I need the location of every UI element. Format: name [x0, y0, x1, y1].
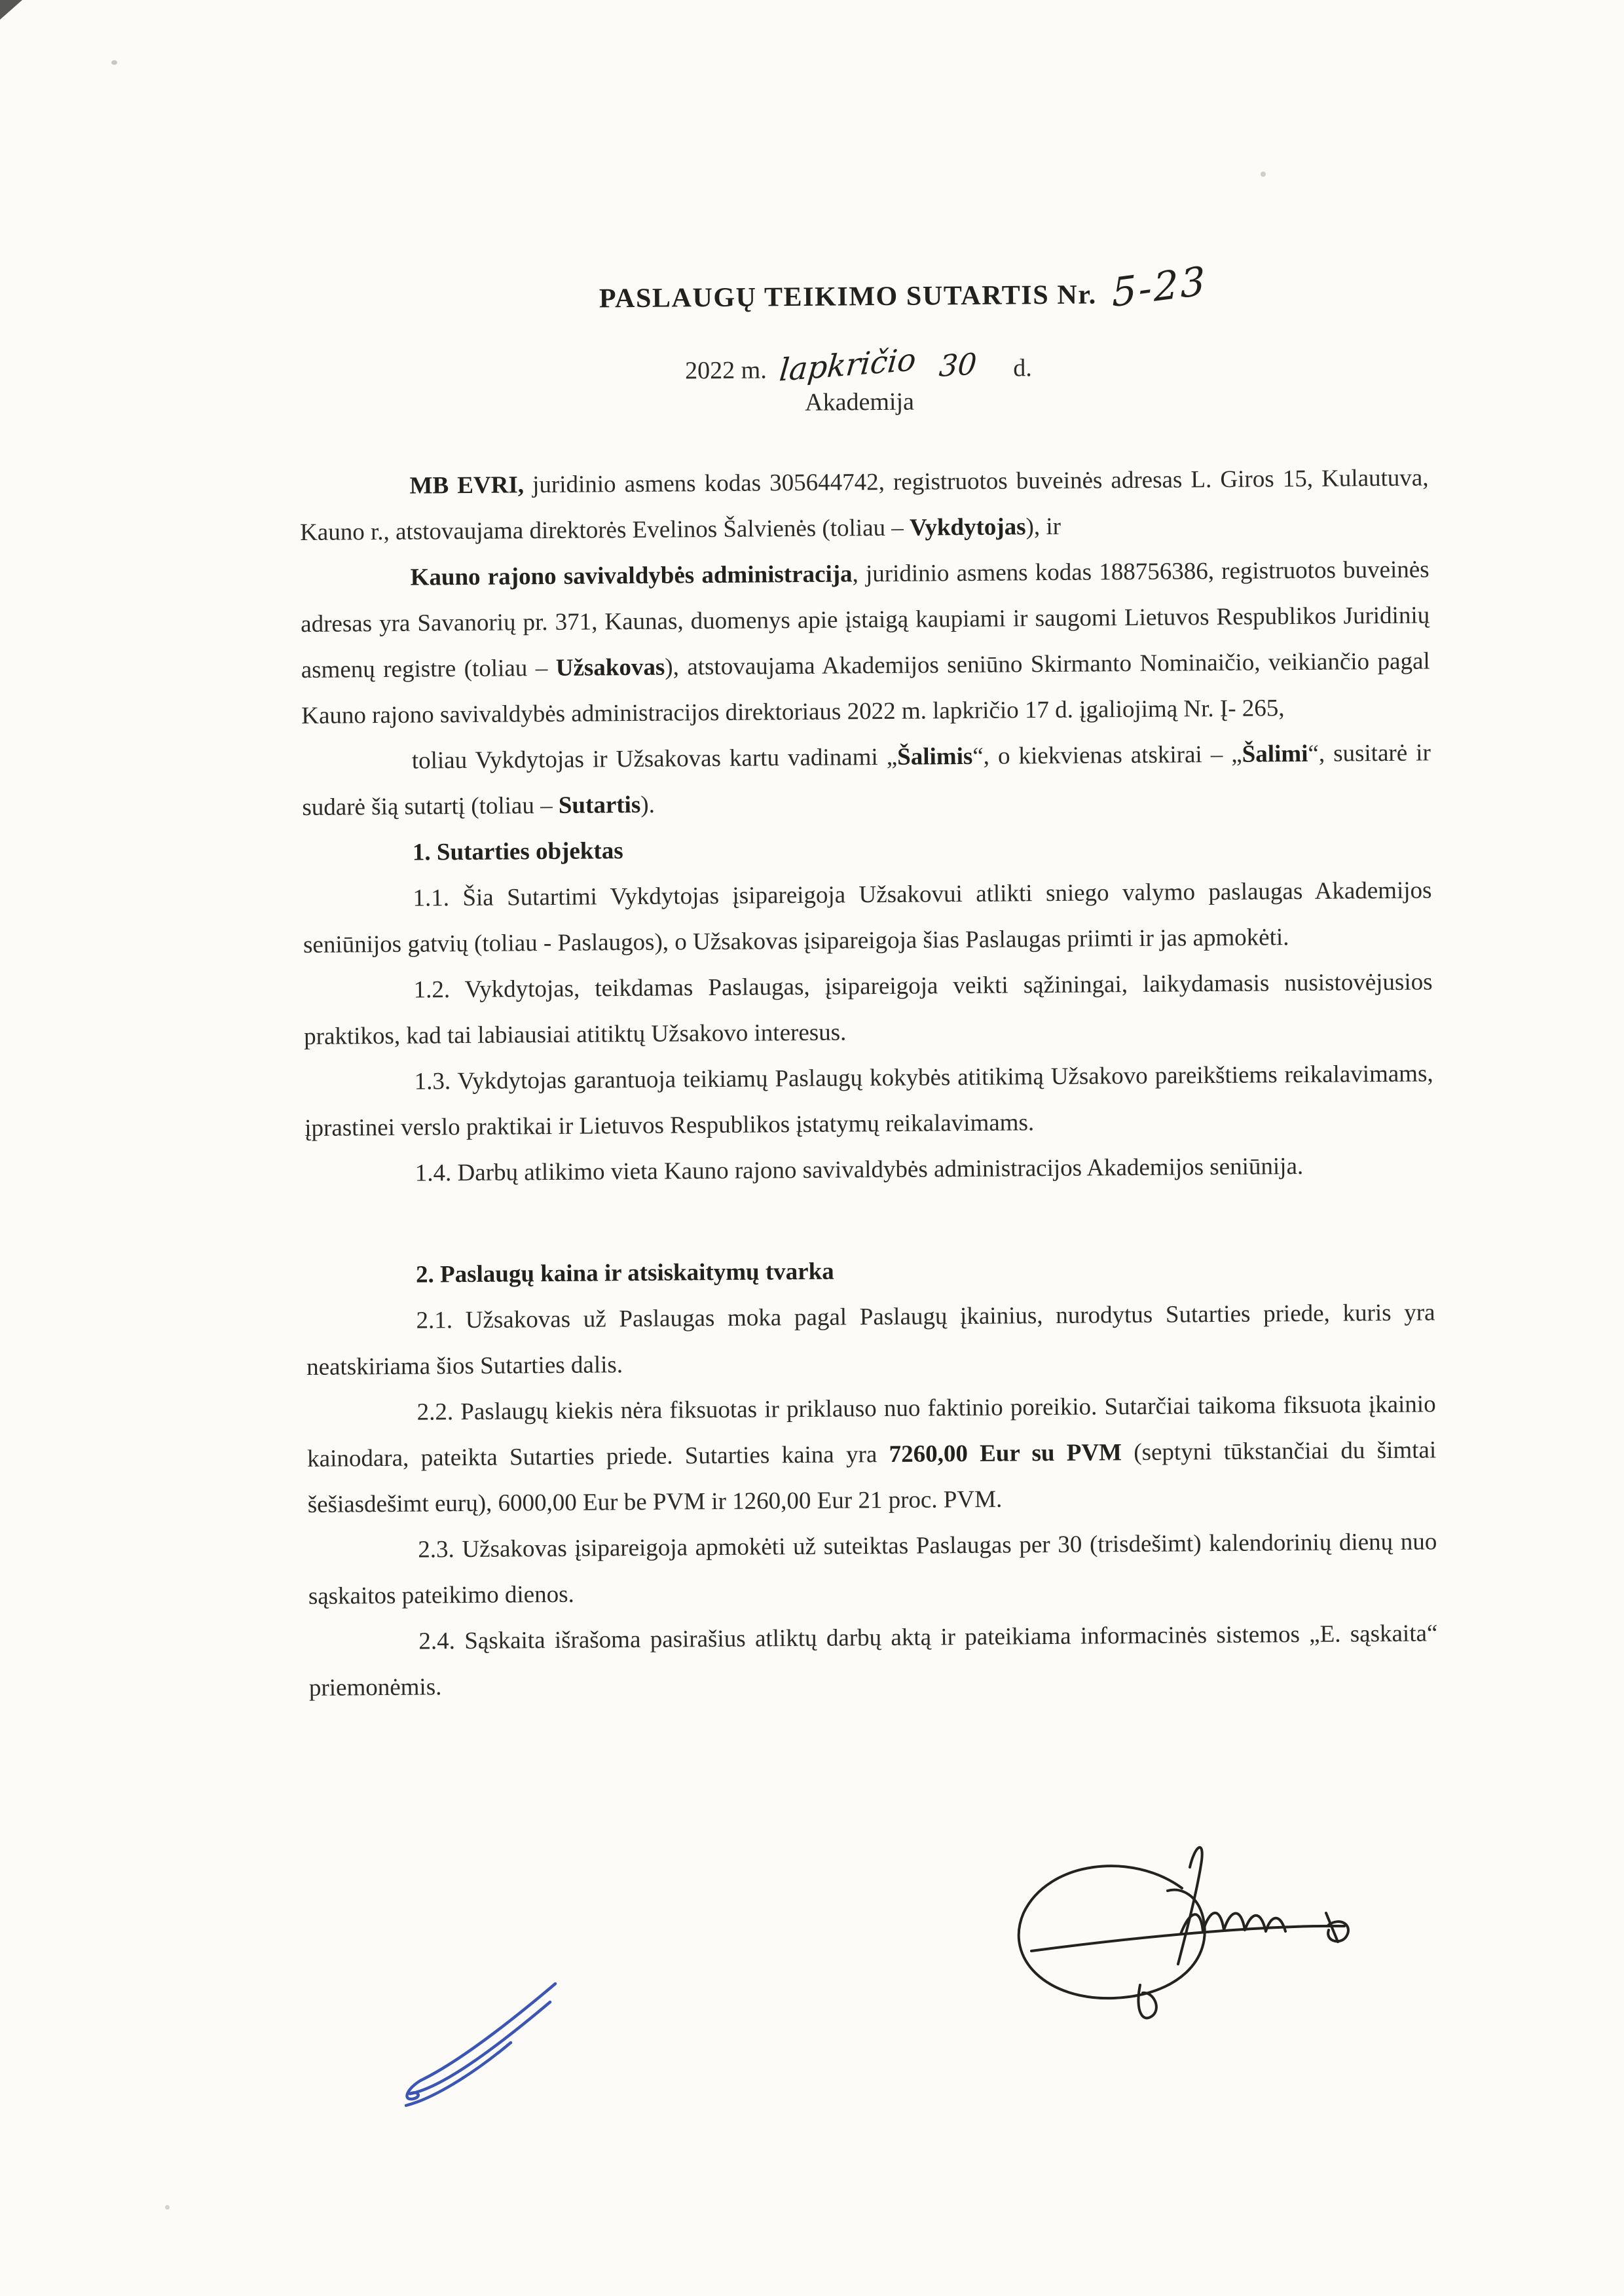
scan-artifact-speck	[111, 60, 117, 65]
contract-content	[298, 257, 1438, 1711]
clause-2-1: 2.1. Užsakovas už Paslaugas moka pagal Paslaugų įkainius, nurodytus Sutarties priede, kuris yra neatskiriama šios Sutarties dalis.	[306, 1299, 1435, 1381]
date-day-suffix: d.	[1013, 354, 1032, 382]
date-year-label: 2022 m.	[685, 356, 767, 385]
clause-2-2: 2.2. Paslaugų kiekis nėra fiksuotas ir priklauso nuo faktinio poreikio. Sutarčiai taikoma fiksuota įkainio kainodara, pateikta Sutarties priede. Sutarties kaina yra 7260,00 Eur su PVM (septyni tūkstančiai du šimtai šešiasdešimt eurų), 6000,00 Eur be PVM ir 1260,00 Eur 21 proc. PVM.	[307, 1391, 1437, 1518]
title-nr-label: Nr.	[1057, 280, 1097, 310]
document-location: Akademija	[805, 388, 915, 416]
party-2-uzsakovas: Kauno rajono savivaldybės administracija, juridinio asmens kodas 188756386, registruotos buveinės adresas yra Savanorių pr. 371, Kaunas, duomenys apie įstaigą kaupiami ir saugomi Lietuvos Respublikos Juridinių asmenų registre (toliau – Užsakovas), atstovaujama Akademijos seniūno Skirmanto Nominaičio, veikiančio pagal Kauno rajono savivaldybės administracijos direktoriaus 2022 m. lapkričio 17 d. įgaliojimą Nr. Į- 265,	[301, 556, 1430, 729]
scan-artifact-speck	[1261, 172, 1266, 177]
clause-1-4: 1.4. Darbų atlikimo vieta Kauno rajono savivaldybės administracijos Akademijos seniūnija.	[415, 1152, 1304, 1187]
clause-1-3: 1.3. Vykdytojas garantuoja teikiamų Paslaugų kokybės atitikimą Užsakovo pareikštiems reikalavimams, įprastinei verslo praktikai ir Lietuvos Respublikos įstatymų reikalavimams.	[304, 1060, 1433, 1142]
signature-uzsakovas-black-ink	[986, 1825, 1411, 2048]
scan-artifact-speck	[165, 2205, 170, 2210]
clause-2-3: 2.3. Užsakovas įsipareigoja apmokėti už suteiktas Paslaugas per 30 (trisdešimt) kalendorinių dienų nuo sąskaitos pateikimo dienos.	[308, 1528, 1437, 1610]
date-line	[685, 342, 1428, 389]
clause-2-4: 2.4. Sąskaita išrašoma pasirašius atliktų darbų aktą ir pateikiama informacinės sistemos „E. sąskaita“ priemonėmis.	[308, 1620, 1438, 1702]
document-title-line	[339, 257, 1467, 319]
parties-joint-definition: toliau Vykdytojas ir Užsakovas kartu vadinami „Šalimis“, o kiekvienas atskirai – „Šalimi“, susitarė ir sudarė šią sutartį (toliau – Sutartis).	[302, 739, 1431, 821]
section-1-heading: 1. Sutarties objektas	[412, 837, 623, 866]
clause-1-1: 1.1. Šia Sutartimi Vykdytojas įsipareigoja Užsakovui atlikti sniego valymo paslaugas Akademijos seniūnijos gatvių (toliau - Paslaugos), o Užsakovas įsipareigoja šias Paslaugas priimti ir jas apmokėti.	[303, 877, 1432, 958]
signature-uzsakovas-strokes	[1019, 1848, 1348, 2018]
contract-number-handwritten: 5-23	[1111, 257, 1208, 317]
scan-artifact-top-left-corner	[0, 0, 22, 20]
section-2-heading: 2. Paslaugų kaina ir atsiskaitymų tvarka	[415, 1258, 834, 1288]
signature-stroke	[410, 2002, 550, 2094]
signature-stroke	[406, 2043, 511, 2105]
signature-vykdytojas-strokes	[406, 1984, 555, 2105]
party-1-vykdytojas: MB EVRI, juridinio asmens kodas 305644742, registruotos buveinės adresas L. Giros 15, Kulautuva, Kauno r., atstovaujama direktorės Evelinos Šalvienės (toliau – Vykdytojas), ir	[299, 464, 1429, 546]
date-month-handwritten: lapkričio	[777, 342, 918, 389]
signature-stroke	[1019, 1866, 1205, 1998]
document-title: PASLAUGŲ TEIKIMO SUTARTIS	[599, 280, 1050, 314]
clause-1-2: 1.2. Vykdytojas, teikdamas Paslaugas, įsipareigoja veikti sąžiningai, laikydamasis nusistovėjusios praktikos, kad tai labiausiai atitiktų Užsakovo interesus.	[303, 968, 1433, 1050]
date-day-handwritten: 30	[938, 346, 978, 384]
signature-stroke	[407, 2081, 420, 2099]
signature-vykdytojas-blue-ink	[393, 1969, 609, 2133]
contract-body	[299, 455, 1438, 1711]
signature-stroke	[420, 1984, 555, 2081]
